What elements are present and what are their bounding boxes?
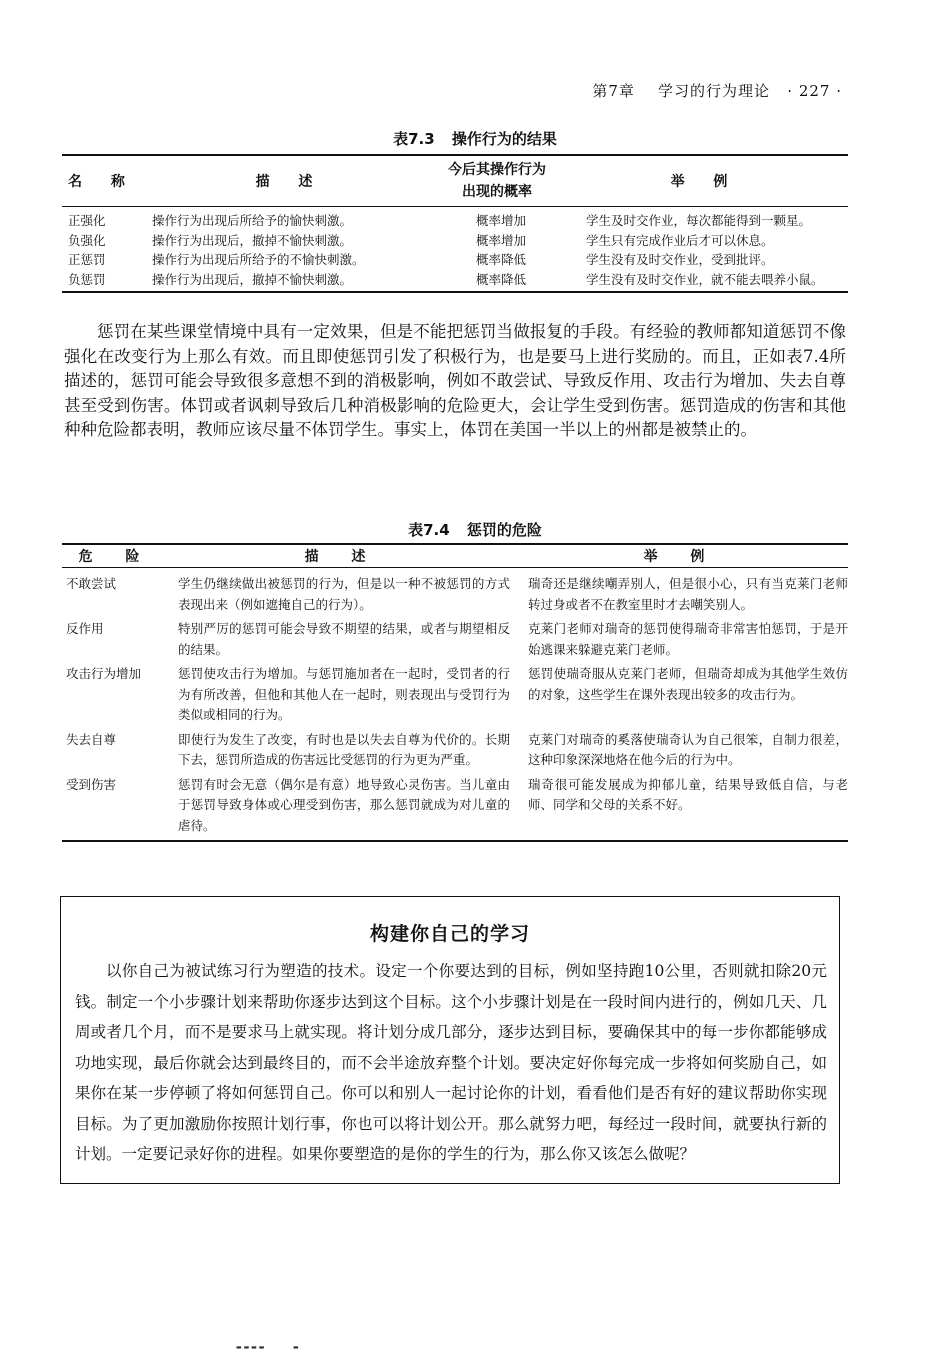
cell-desc: 惩罚有时会无意（偶尔是有意）地导致心灵伤害。当儿童由于惩罚导致身体或心理受到伤害，那么惩罚就成为对儿童的虐待。 [178, 776, 510, 833]
cell-desc: 特别严厉的惩罚可能会导致不期望的结果，或者与期望相反的结果。 [178, 621, 510, 657]
cell-danger: 不敢尝试 [66, 576, 117, 591]
col-example-header: 举 例 [643, 549, 719, 565]
page-footer-mark: ▬ ▬ ▬ ▬ ▬ [236, 1344, 299, 1351]
table74-body [62, 568, 848, 836]
cell-desc: 学生仍继续做出被惩罚的行为，但是以一种不被惩罚的方式表现出来（例如遮掩自己的行为）。 [178, 576, 510, 612]
col-prob-header-line2: 出现的概率 [462, 184, 532, 200]
cell-example: 瑞奇还是继续嘲弄别人，但是很小心，只有当克莱门老师转过身或者不在教室里时才去嘲笑别人。 [528, 576, 848, 612]
cell-example: 克莱门对瑞奇的奚落使瑞奇认为自己很笨，自制力很差，这种印象深深地烙在他今后的行为中。 [528, 731, 848, 767]
box-text: 以你自己为被试练习行为塑造的技术。设定一个你要达到的目标，例如坚持跑10公里，否则就扣除20元钱。制定一个小步骤计划来帮助你逐步达到这个目标。这个小步骤计划是在一段时间内进行的，例如几天、几周或者几个月，而不是要求马上就实现。将计划分成几部分，逐步达到目标，要确保其中的每一步你都能够成功地实现，最后你就会达到最终目的，而不会半途放弃整个计划。要决定好你每完成一步将如何奖励自己，如果你在某一步停顿了将如何惩罚自己。你可以和别人一起讨论你的计划，看看他们是否有好的建议帮助你实现目标。为了更加激励你按照计划行事，你也可以将计划公开。那么就努力吧，每经过一段时间，就要执行新的计划。一定要记录好你的进程。如果你要塑造的是你的学生的行为，那么你又该怎么做呢？ [75, 962, 827, 1163]
cell-prob: 概率降低 [475, 252, 526, 267]
table73-header-row [62, 156, 848, 206]
table-row [62, 211, 848, 231]
chapter-label: 第7章 [592, 82, 635, 100]
cell-danger: 失去自尊 [66, 731, 117, 747]
table73-body [62, 207, 848, 291]
table-row [62, 730, 848, 771]
table-row [62, 270, 848, 290]
table-row [62, 231, 848, 251]
cell-example: 瑞奇很可能发展成为抑郁儿童，结果导致低自信，与老师、同学和父母的关系不好。 [528, 776, 848, 812]
table74-header-row [62, 545, 848, 567]
cell-example: 学生没有及时交作业，受到批评。 [586, 252, 774, 267]
col-name-header: 名 称 [68, 174, 137, 190]
cell-desc: 即使行为发生了改变，有时也是以失去自尊为代价的。长期下去，惩罚所造成的伤害远比受惩罚的行为更为严重。 [178, 731, 510, 767]
table-7-3 [62, 154, 848, 293]
body-paragraph: 惩罚在某些课堂情境中具有一定效果，但是不能把惩罚当做报复的手段。有经验的教师都知道惩罚不像强化在改变行为上那么有效。而且即使惩罚引发了积极行为，也是要马上进行奖励的。而且，正如表7.4所描述的，惩罚可能会导致很多意想不到的消极影响，例如不敢尝试、导致反作用、攻击行为增加、失去自尊甚至受到伤害。体罚或者讽刺导致后几种消极影响的危险更大，会让学生受到伤害。惩罚造成的伤害和其他种种危险都表明，教师应该尽量不体罚学生。事实上，体罚在美国一半以上的州都是被禁止的。 [64, 322, 846, 439]
col-desc-header: 描 述 [255, 174, 325, 190]
table74-caption [0, 519, 950, 540]
cell-example: 学生没有及时交作业，就不能去喂养小鼠。 [586, 271, 824, 287]
cell-desc: 操作行为出现后所给予的愉快刺激。 [152, 213, 353, 228]
cell-name: 正惩罚 [68, 252, 106, 267]
table73-caption [0, 128, 950, 149]
table73-title: 操作行为的结果 [451, 130, 557, 148]
table-7-4 [62, 543, 848, 842]
col-prob-header-line1: 今后其操作行为 [448, 162, 546, 178]
cell-desc: 操作行为出现后，撤掉不愉快刺激。 [152, 232, 353, 248]
cell-example: 学生及时交作业，每次都能得到一颗星。 [586, 213, 812, 228]
cell-desc: 操作行为出现后，撤掉不愉快刺激。 [152, 271, 353, 287]
cell-name: 负惩罚 [68, 271, 106, 287]
cell-prob: 概率降低 [475, 271, 526, 287]
cell-danger: 受到伤害 [66, 776, 117, 792]
page-number: · 227 · [787, 82, 842, 100]
table73-number: 表7.3 [393, 130, 435, 148]
cell-desc: 惩罚使攻击行为增加。与惩罚施加者在一起时，受罚者的行为有所改善，但他和其他人在一起时，则表现出与受罚行为类似或相同的行为。 [178, 666, 510, 722]
cell-danger: 攻击行为增加 [66, 666, 142, 681]
table-row [62, 664, 848, 726]
cell-example: 惩罚使瑞奇服从克莱门老师，但瑞奇却成为其他学生效仿的对象，这些学生在课外表现出较多的攻击行为。 [528, 666, 848, 702]
table-row [62, 775, 848, 837]
cell-danger: 反作用 [66, 621, 104, 636]
col-danger-header: 危 险 [78, 549, 154, 565]
cell-example: 学生只有完成作业后才可以休息。 [586, 232, 774, 248]
cell-name: 正强化 [68, 213, 106, 228]
col-desc-header: 描 述 [304, 549, 380, 565]
table-row [62, 619, 848, 660]
cell-name: 负强化 [68, 232, 106, 248]
col-example-header: 举 例 [670, 174, 740, 190]
sidebar-box [60, 896, 840, 1184]
cell-prob: 概率增加 [475, 213, 526, 228]
table74-number: 表7.4 [408, 521, 450, 539]
running-header [592, 80, 842, 101]
table-row [62, 574, 848, 615]
cell-desc: 操作行为出现后所给予的不愉快刺激。 [152, 252, 365, 267]
box-title: 构建你自己的学习 [369, 923, 530, 945]
cell-prob: 概率增加 [475, 232, 526, 248]
table-row [62, 250, 848, 270]
chapter-title: 学习的行为理论 [657, 82, 770, 100]
cell-example: 克莱门老师对瑞奇的惩罚使得瑞奇非常害怕惩罚，于是开始逃课来躲避克莱门老师。 [528, 621, 848, 657]
table74-title: 惩罚的危险 [466, 521, 542, 539]
col-prob-header [432, 159, 562, 203]
